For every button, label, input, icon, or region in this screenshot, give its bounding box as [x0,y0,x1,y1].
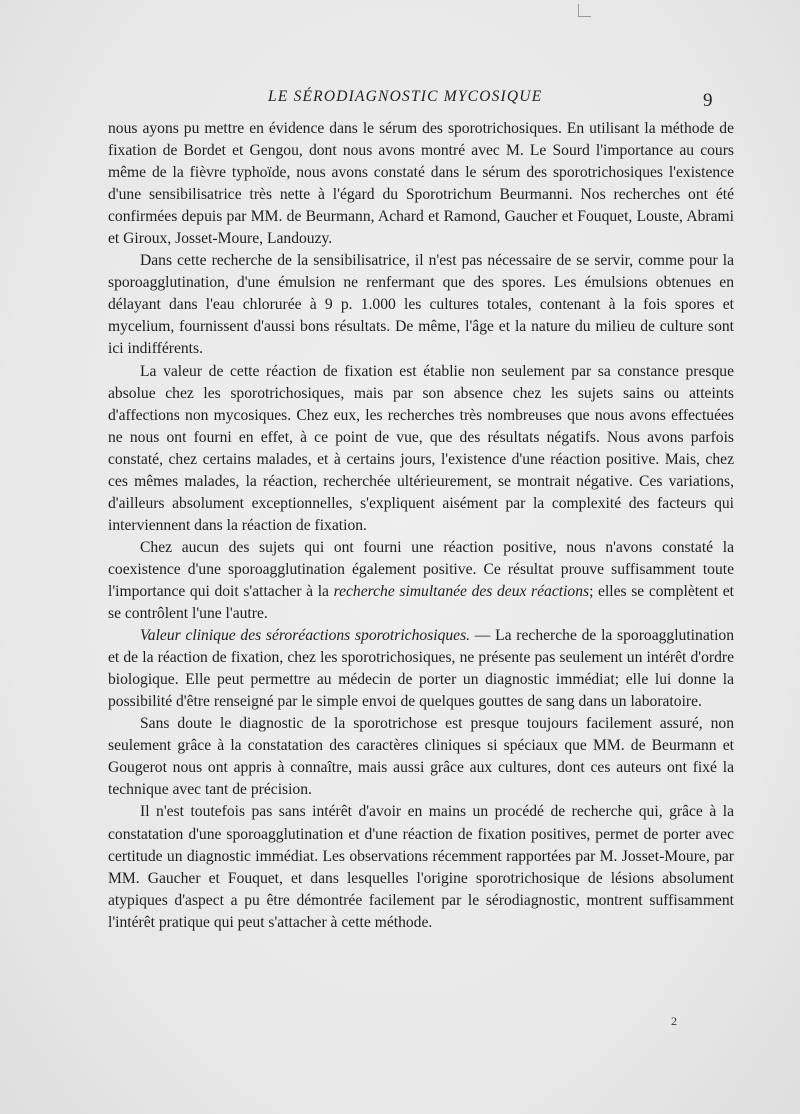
running-title: LE SÉRODIAGNOSTIC MYCOSIQUE [268,88,543,105]
paragraph-1: nous ayons pu mettre en évidence dans le sérum des sporotrichosiques. En utilisant la méthode de fixation de Bordet et Gengou, dont nous avons montré avec M. Le Sourd l'importance au cours même de la fièvre typhoïde, nous avons constaté dans le sérum des sporotrichosiques l'existence d'une sensibilisatrice très nette à l'égard du Sporotrichum Beurmanni. Nos recherches ont été confirmées depuis par MM. de Beurmann, Achard et Ramond, Gaucher et Fouquet, Louste, Abrami et Giroux, Josset-Moure, Landouzy. [108,120,734,248]
paragraph-4-emphasis: recherche simultanée des deux réactions [333,582,590,600]
paragraph-4 [108,537,734,625]
paragraph-5-text: — La recherche de la sporoagglutination et de la réaction de fixation, chez les sporotrichosiques, ne présente pas seulement un intérêt d'ordre biologique. Elle peut permettre au médecin de porter un diagnostic immédiat; elle lui donne la possibilité d'être renseigné par le simple envoi de quelques gouttes de sang dans un laboratoire. [108,627,734,711]
corner-pencil-mark [578,4,591,17]
section-heading: Valeur clinique des séroréactions sporotrichosiques. [140,627,471,645]
paragraph-7: Il n'est toutefois pas sans intérêt d'avoir en mains un procédé de recherche qui, grâce à la constatation d'une sporoagglutination et d'une réaction de fixation positives, permet de porter avec certitude un diagnostic immédiat. Les observations récemment rapportées par M. Josset-Moure, par MM. Gaucher et Fouquet, et dans lesquelles l'origine sporotrichosique de lésions absolument atypiques d'aspect a pu être démontrée facilement par le sérodiagnostic, montrent suffisamment l'intérêt pratique qui peut s'attacher à cette méthode. [108,803,734,931]
page-number: 9 [703,90,713,111]
paragraph-3: La valeur de cette réaction de fixation est établie non seulement par sa constance presque absolue chez les sporotrichosiques, mais par son absence chez les sujets sains ou atteints d'affections non mycosiques. Chez eux, les recherches très nombreuses que nous avons effectuées ne nous ont fourni en effet, à ce point de vue, que des résultats négatifs. Nous avons parfois constaté, chez certains malades, et à certains jours, l'existence d'une réaction positive. Mais, chez ces mêmes malades, la réaction, recherchée ultérieurement, se montrait négative. Ces variations, d'ailleurs absolument exceptionnelles, s'expliquent aisément par la complexité des facteurs qui interviennent dans la réaction de fixation. [108,362,734,534]
signature-mark: 2 [671,1014,677,1028]
body-text [108,118,734,934]
paragraph-5 [108,625,734,713]
paragraph-4-tail: ; elles se complètent et se contrôlent l'une l'autre. [108,582,734,623]
paragraph-2: Dans cette recherche de la sensibilisatrice, il n'est pas nécessaire de se servir, comme pour la sporoagglutination, d'une émulsion ne renfermant que des spores. Les émulsions obtenues en délayant dans l'eau chlorurée à 9 p. 1.000 les cultures totales, contenant à la fois spores et mycelium, fournissent d'aussi bons résultats. De même, l'âge et la nature du milieu de culture sont ici indifférents. [108,252,734,358]
paragraph-4-text: Chez aucun des sujets qui ont fourni une réaction positive, nous n'avons constaté la coexistence d'une sporoagglutination également positive. Ce résultat prouve suffisamment toute l'importance qui doit s'attacher à la [108,538,734,600]
paragraph-6: Sans doute le diagnostic de la sporotrichose est presque toujours facilement assuré, non seulement grâce à la constatation des caractères cliniques si spéciaux que MM. de Beurmann et Gougerot nous ont appris à connaître, mais aussi grâce aux cultures, dont ces auteurs ont fixé la technique avec tant de précision. [108,715,734,799]
